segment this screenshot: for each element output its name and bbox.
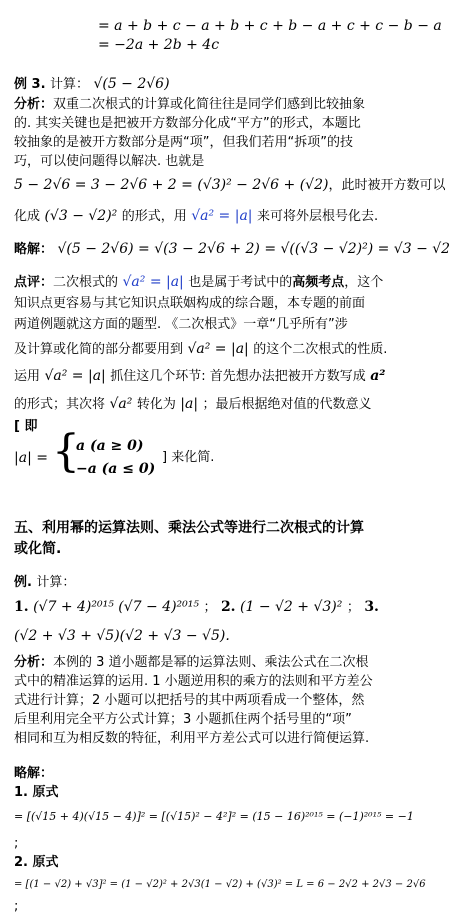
example-3-expression: √(5 − 2√6) bbox=[93, 76, 170, 92]
solution-3-line bbox=[14, 240, 450, 259]
equation-line-1: = a + b + c − a + b + c + b − a + c + c − b − a bbox=[98, 18, 442, 34]
example-problems-line-1: 1. (√7 + 4)²⁰¹⁵ (√7 − 4)²⁰¹⁵ ； 2. (1 − √2 + √3)² ； 3. bbox=[14, 599, 379, 615]
solution-2-semicolon: ; bbox=[14, 899, 19, 914]
comment-text-5a: 运用 bbox=[14, 369, 41, 384]
solution-1-label: 1. 原式 bbox=[14, 785, 59, 800]
example-3-prefix: 计算： bbox=[49, 77, 89, 92]
analysis-2-line-3: 式进行计算；2 小题可以把括号的其中两项看成一个整体，然 bbox=[14, 693, 365, 708]
comment-line-2: 知识点更容易与其它知识点联姻构成的综合题，本专题的前面 bbox=[14, 296, 366, 311]
comment-text-4b: 的这个二次根式的性质. bbox=[253, 342, 388, 357]
sqrt-identity: √a² = |a| bbox=[191, 208, 253, 224]
comment-label: 点评： bbox=[14, 275, 54, 290]
analysis-text-6a: 化成 bbox=[14, 209, 41, 224]
example-prefix: 计算： bbox=[36, 575, 76, 590]
comment-line-6 bbox=[14, 395, 372, 414]
comment-highlight: 高频考点 bbox=[292, 275, 345, 290]
solution-3-expression: √(5 − 2√6) = √(3 − 2√6 + 2) = √((√3 − √2)²) = √3 − √2 bbox=[57, 241, 450, 257]
analysis-formula-line bbox=[14, 176, 445, 195]
sqrt-identity: √a² = |a| bbox=[44, 368, 106, 384]
comment-text-6b: 转化为 bbox=[136, 397, 176, 412]
abs-definition-lhs: |a| = bbox=[14, 450, 48, 466]
analysis-line-2: 的. 其实关键也是把被开方数部分化成“平方”的形式，本题比 bbox=[14, 116, 361, 131]
piecewise-brace: { bbox=[52, 426, 80, 477]
a-squared: a² bbox=[370, 368, 386, 384]
comment-text-5b: 抓住这几个环节: 首先想办法把被开方数写成 bbox=[110, 369, 366, 384]
solution-1-semicolon: ; bbox=[14, 836, 19, 851]
piecewise-case-2: −a (a ≤ 0) bbox=[76, 461, 156, 477]
abs-a: |a| bbox=[180, 396, 199, 412]
comment-line-5 bbox=[14, 367, 385, 386]
comment-line-4 bbox=[14, 340, 387, 359]
analysis-2-label: 分析： bbox=[14, 655, 54, 670]
analysis-line-1 bbox=[14, 96, 365, 114]
comment-text-1b: 也是属于考试中的 bbox=[188, 275, 293, 290]
problem-2-expression: (1 − √2 + √3)² bbox=[240, 599, 343, 615]
analysis-formula-tail: ，此时被开方数可以 bbox=[328, 178, 446, 193]
comment-text-4a: 及计算或化简的部分都要用到 bbox=[14, 342, 184, 357]
problem-3-number: 3. bbox=[364, 599, 379, 615]
comment-text-6a: 的形式；其次将 bbox=[14, 397, 106, 412]
sqrt-identity: √a² = |a| bbox=[122, 274, 184, 290]
solution-2-expression: = [(1 − √2) + √3]² = (1 − √2)² + 2√3(1 − √2) + (√3)² = L = 6 − 2√2 + 2√3 − 2√6 bbox=[14, 879, 426, 890]
comment-line-1 bbox=[14, 273, 383, 292]
analysis-line-3: 较抽象的是被开方数部分是两“项”，但我们若用“拆项”的技 bbox=[14, 135, 353, 150]
sqrt-a-squared: √a² bbox=[109, 396, 133, 412]
example-heading bbox=[14, 573, 75, 592]
example-label: 例. bbox=[14, 575, 32, 590]
analysis-2-line-4: 后里利用完全平方公式计算；3 小题抓住两个括号里的“项” bbox=[14, 712, 352, 727]
solution-2-label: 2. 原式 bbox=[14, 855, 59, 870]
piecewise-case-1: a (a ≥ 0) bbox=[76, 438, 144, 454]
example-3-label: 例 3. bbox=[14, 77, 46, 92]
analysis-2-line-5: 相同和互为相反数的特征，利用平方差公式可以进行简便运算. bbox=[14, 731, 370, 746]
analysis-label: 分析： bbox=[14, 97, 54, 112]
example-3-heading bbox=[14, 75, 170, 94]
analysis-formula: 5 − 2√6 = 3 − 2√6 + 2 = (√3)² − 2√6 + (√2) bbox=[14, 177, 329, 193]
analysis-expression: (√3 − √2)² bbox=[44, 208, 118, 224]
section-5-title-line-1: 五、利用幂的运算法则、乘法公式等进行二次根式的计算 bbox=[14, 520, 364, 536]
analysis-line-6 bbox=[14, 207, 378, 226]
equation-line-2: = −2a + 2b + 4c bbox=[98, 37, 220, 53]
solution-3-label: 略解： bbox=[14, 242, 54, 257]
solution-1-expression: = [(√15 + 4)(√15 − 4)]² = [(√15)² − 4²]² = (15 − 16)²⁰¹⁵ = (−1)²⁰¹⁵ = −1 bbox=[14, 810, 414, 823]
sqrt-identity: √a² = |a| bbox=[187, 341, 249, 357]
analysis-2-line-2: 式中的精准运算的运用. 1 小题逆用积的乘方的法则和平方差公 bbox=[14, 674, 373, 689]
analysis-text-6b: 的形式，用 bbox=[121, 209, 187, 224]
problem-1-number: 1. bbox=[14, 599, 29, 615]
section-5-title-line-2: 或化简. bbox=[14, 541, 62, 557]
comment-line-8: ] 来化简. bbox=[162, 450, 215, 465]
problem-3-expression: (√2 + √3 + √5)(√2 + √3 − √5). bbox=[14, 628, 230, 644]
comment-text-1a: 二次根式的 bbox=[53, 275, 119, 290]
comment-line-3: 两道例题就这方面的题型. 《二次根式》一章“几乎所有”涉 bbox=[14, 317, 348, 332]
analysis-2-line-1 bbox=[14, 654, 369, 672]
analysis-text-6c: 来可将外层根号化去. bbox=[256, 209, 379, 224]
comment-text-6c: ；最后根据绝对值的代数意义 bbox=[202, 397, 372, 412]
problem-2-number: 2. bbox=[220, 599, 236, 615]
problem-1-expression: (√7 + 4)²⁰¹⁵ (√7 − 4)²⁰¹⁵ bbox=[33, 599, 200, 615]
analysis-2-text-1: 本例的 3 道小题都是幂的运算法则、乘法公式在二次根 bbox=[53, 655, 369, 670]
analysis-text-1: 双重二次根式的计算或化简往往是同学们感到比较抽象 bbox=[53, 97, 366, 112]
analysis-line-4: 巧，可以使问题得以解决. 也就是 bbox=[14, 154, 205, 169]
comment-line-7: [ 即 bbox=[14, 419, 38, 434]
solution-label: 略解： bbox=[14, 766, 54, 781]
comment-text-1c: ，这个 bbox=[344, 275, 384, 290]
